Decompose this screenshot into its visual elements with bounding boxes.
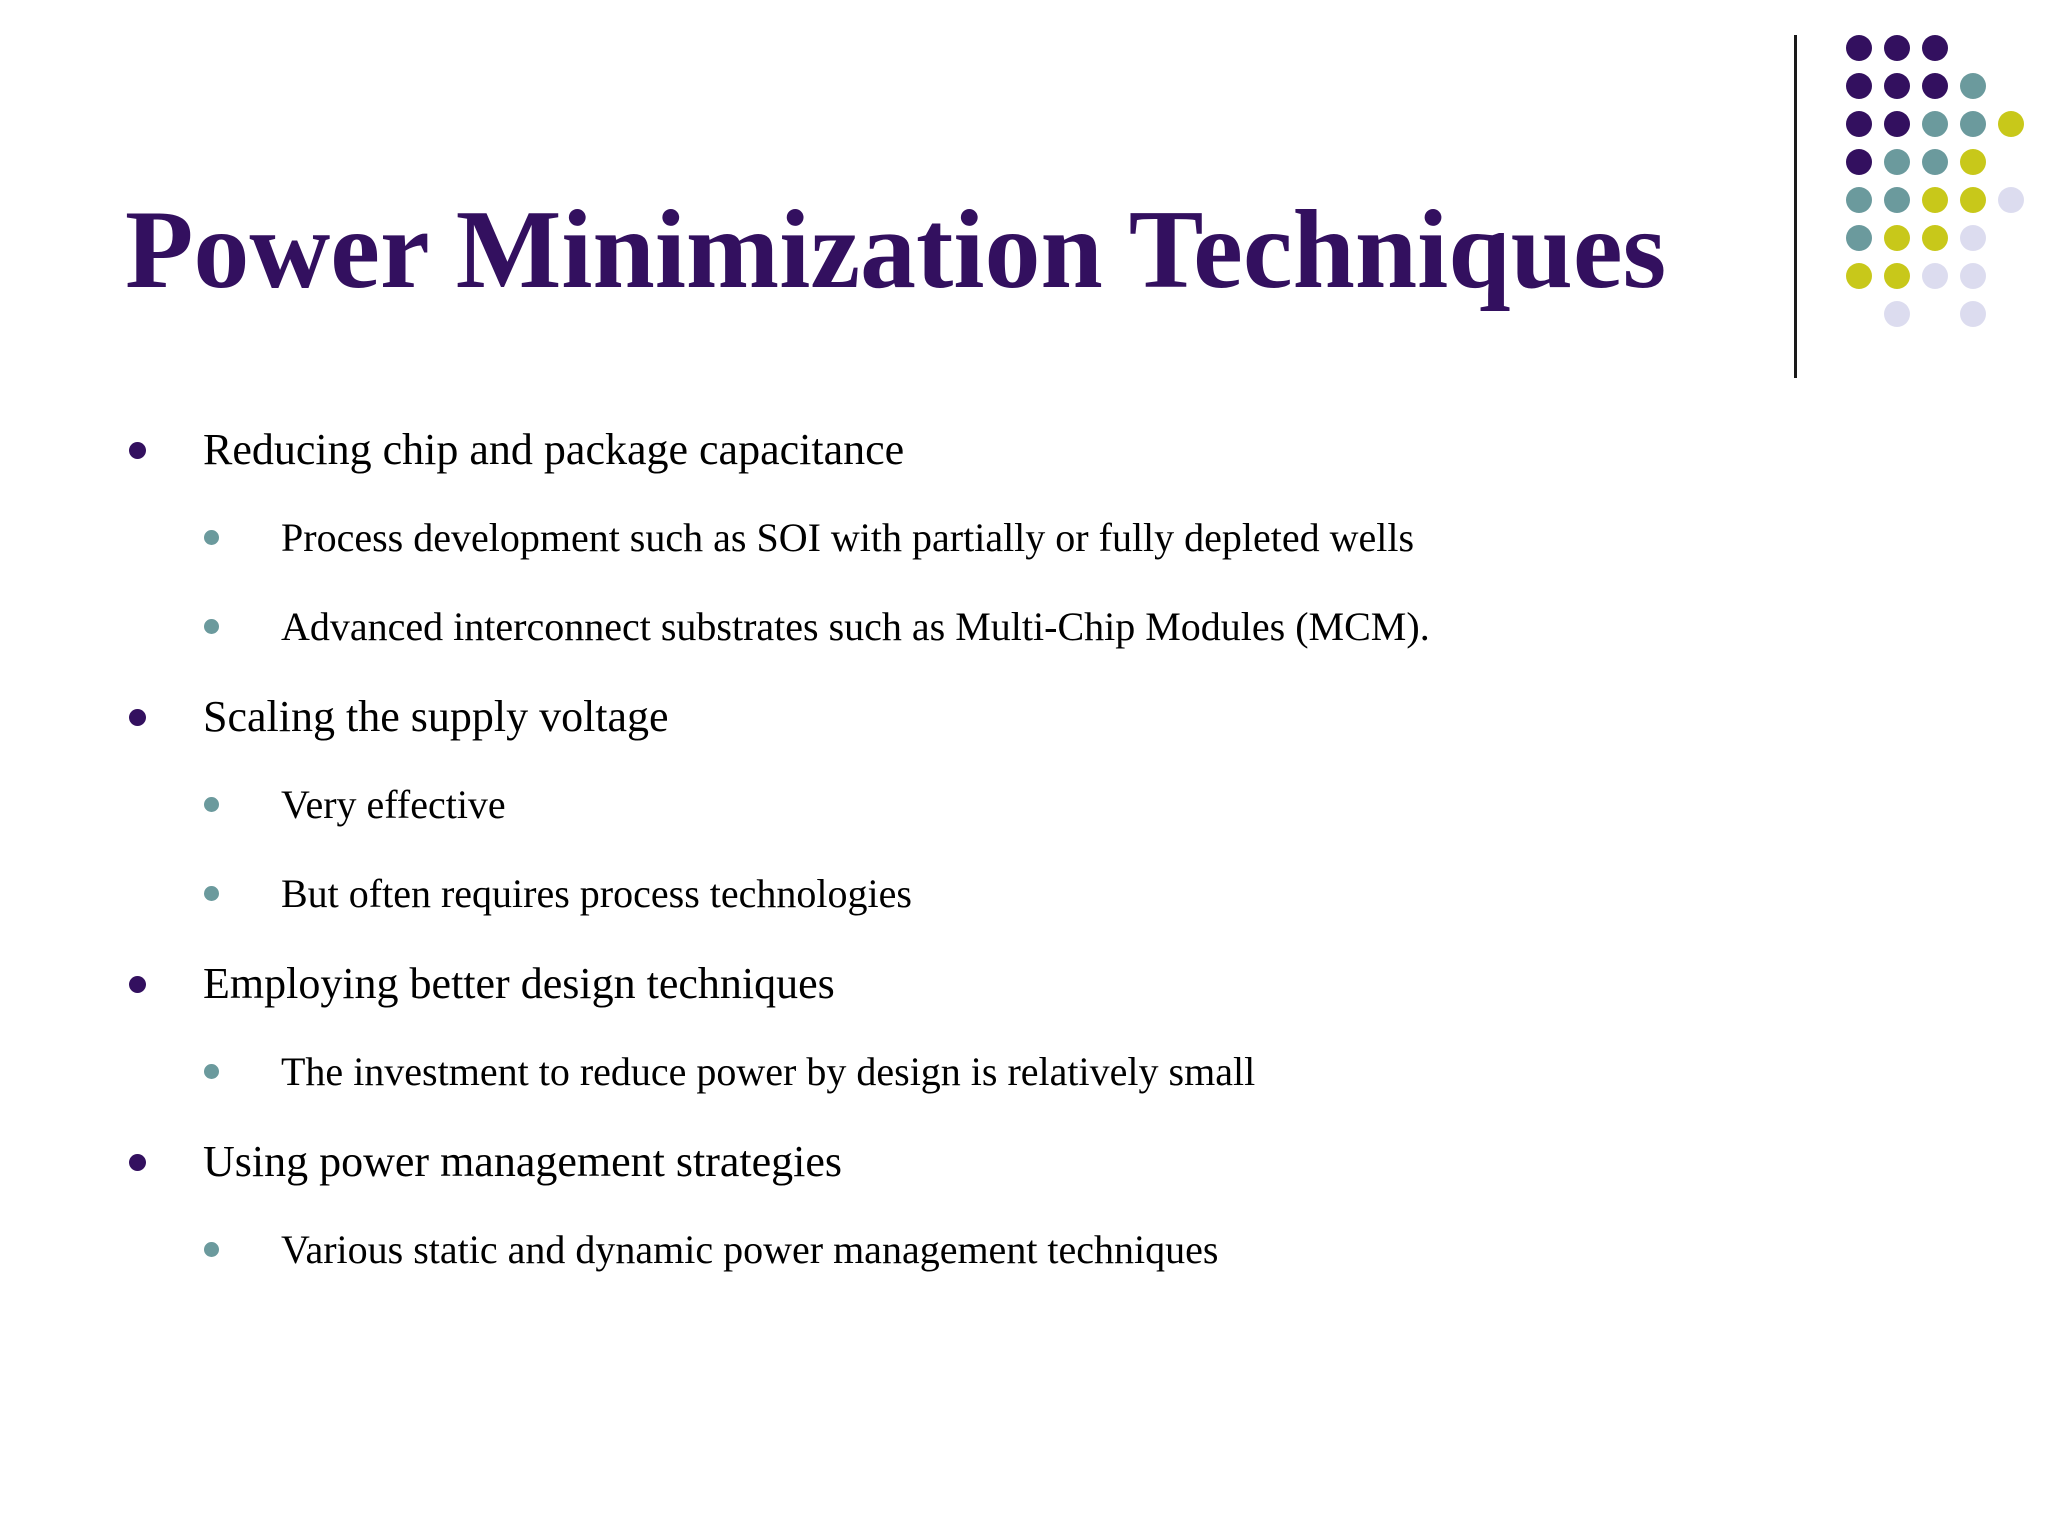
decorative-dot [1846,263,1872,289]
decorative-dot [1922,149,1948,175]
decorative-dot [1884,73,1910,99]
sub-bullet-dot [204,619,219,634]
bullet-dot [129,976,146,993]
bullet-text: Scaling the supply voltage [203,692,669,741]
bullet-dot [129,442,146,459]
decorative-dot [1922,263,1948,289]
decorative-dot [1960,73,1986,99]
bullet-item [125,420,1745,480]
bullet-item [125,1132,1745,1192]
sub-bullet-item [125,865,1745,923]
decorative-dot [1846,111,1872,137]
decorative-dot [1846,149,1872,175]
decorative-dot [1846,73,1872,99]
decorative-dot [1998,111,2024,137]
bullet-item [125,687,1745,747]
sub-bullet-text: Various static and dynamic power management techniques [281,1227,1219,1272]
sub-bullet-item [125,509,1745,567]
decorative-dot [1884,35,1910,61]
decorative-dot [1960,187,1986,213]
decorative-dot [1960,111,1986,137]
sub-bullet-dot [204,1242,219,1257]
decorative-dot [1960,263,1986,289]
slide-title: Power Minimization Techniques [125,188,1667,312]
decorative-dot [1922,225,1948,251]
bullet-text: Employing better design techniques [203,959,835,1008]
bullet-list [125,420,1745,1310]
decorative-dot [1922,111,1948,137]
sub-bullet-item [125,1043,1745,1101]
sub-bullet-text: But often requires process technologies [281,871,912,916]
decorative-dot [1884,263,1910,289]
sub-bullet-item [125,776,1745,834]
decorative-dot [1884,301,1910,327]
decorative-dot [1884,225,1910,251]
decorative-dot [1960,225,1986,251]
sub-bullet-item [125,598,1745,656]
title-divider-line [1794,35,1797,378]
decorative-dot [1922,187,1948,213]
sub-bullet-text: Process development such as SOI with partially or fully depleted wells [281,515,1415,560]
bullet-text: Using power management strategies [203,1137,843,1186]
decorative-dot [1922,73,1948,99]
bullet-text: Reducing chip and package capacitance [203,425,905,474]
sub-bullet-text: Advanced interconnect substrates such as Multi-Chip Modules (MCM). [281,604,1430,649]
sub-bullet-dot [204,797,219,812]
decorative-dot [1960,301,1986,327]
decorative-dot [1846,187,1872,213]
sub-bullet-text: The investment to reduce power by design is relatively small [281,1049,1256,1094]
sub-bullet-dot [204,886,219,901]
sub-bullet-dot [204,530,219,545]
sub-bullet-item [125,1221,1745,1279]
bullet-item [125,954,1745,1014]
bullet-dot [129,1154,146,1171]
bullet-dot [129,709,146,726]
decorative-dot [1884,187,1910,213]
decorative-dot [1846,35,1872,61]
sub-bullet-dot [204,1064,219,1079]
decorative-dot [1884,149,1910,175]
decorative-dot [1884,111,1910,137]
decorative-dot [1960,149,1986,175]
sub-bullet-text: Very effective [281,782,506,827]
decorative-dot [1846,225,1872,251]
decorative-dot [1922,35,1948,61]
decorative-dot [1998,187,2024,213]
